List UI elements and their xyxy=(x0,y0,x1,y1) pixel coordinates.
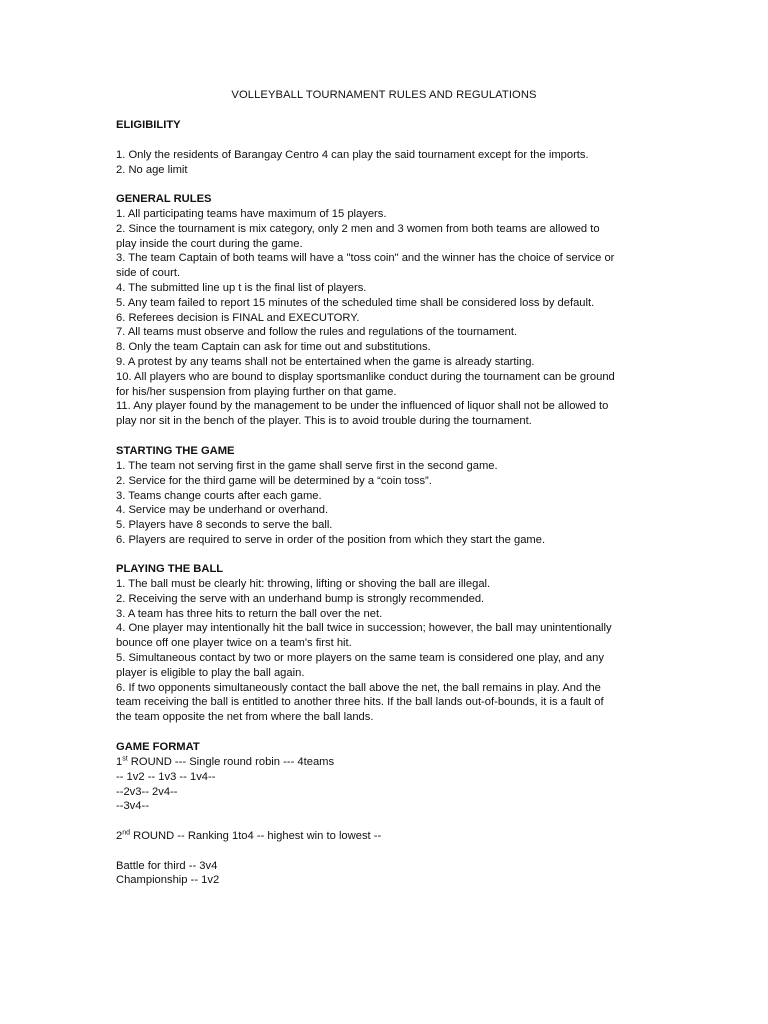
round-1-number: 1 xyxy=(116,756,123,768)
round-2-number: 2 xyxy=(116,829,123,842)
general-rules-list xyxy=(116,207,656,429)
playing-ball-list xyxy=(116,577,656,725)
playing-ball-line: 2. Receiving the serve with an underhand bump is strongly recommended. xyxy=(116,592,485,605)
starting-game-line: 3. Teams change courts after each game. xyxy=(116,489,322,502)
game-format-list xyxy=(116,755,656,888)
general-rule-line: 9. A protest by any teams shall not be entertained when the game is already starting. xyxy=(116,355,535,368)
round-1-match-line: -- 1v2 -- 1v3 -- 1v4-- xyxy=(116,770,216,783)
spacer xyxy=(116,814,656,829)
general-rule-line: for his/her suspension from playing further on that game. xyxy=(116,385,397,398)
round-1-match-line: --2v3-- 2v4-- xyxy=(116,785,178,798)
general-rule-line: 3. The team Captain of both teams will have a "toss coin" and the winner has the choice of service or xyxy=(116,252,615,265)
eligibility-list xyxy=(116,148,656,178)
general-rule-line: 4. The submitted line up t is the final list of players. xyxy=(116,281,367,294)
starting-game-line: 2. Service for the third game will be determined by a “coin toss”. xyxy=(116,474,432,487)
playing-ball-line: player is eligible to play the ball again. xyxy=(116,666,305,679)
starting-game-line: 1. The team not serving first in the game shall serve first in the second game. xyxy=(116,460,498,472)
starting-game-line: 6. Players are required to serve in order of the position from which they start the game. xyxy=(116,533,546,546)
section-heading-general-rules: GENERAL RULES xyxy=(116,193,212,205)
section-heading-game-format: GAME FORMAT xyxy=(116,741,200,753)
starting-game-line: 5. Players have 8 seconds to serve the ball. xyxy=(116,519,333,532)
round-2-line xyxy=(116,829,656,844)
section-heading-eligibility: ELIGIBILITY xyxy=(116,119,181,131)
playing-ball-line: 3. A team has three hits to return the ball over the net. xyxy=(116,607,383,620)
general-rule-line: 5. Any team failed to report 15 minutes of the scheduled time shall be considered loss by default. xyxy=(116,296,595,309)
playing-ball-line: the team opposite the net from where the ball lands. xyxy=(116,711,374,724)
playing-ball-line: team receiving the ball is entitled to another three hits. If the ball lands out-of-bounds, it is a fault of xyxy=(116,696,604,709)
round-2-text: ROUND -- Ranking 1to4 -- highest win to lowest -- xyxy=(130,829,382,842)
eligibility-line: 2. No age limit xyxy=(116,163,188,176)
playing-ball-line: 6. If two opponents simultaneously contact the ball above the net, the ball remains in play. And the xyxy=(116,681,601,694)
playing-ball-line: 5. Simultaneous contact by two or more players on the same team is considered one play, and any xyxy=(116,651,604,664)
general-rule-line: 11. Any player found by the management to be under the influenced of liquor shall not be allowed to xyxy=(116,400,609,413)
general-rule-line: play inside the court during the game. xyxy=(116,237,303,250)
section-heading-playing-ball: PLAYING THE BALL xyxy=(116,563,224,575)
round-1-match-line: --3v4-- xyxy=(116,800,149,813)
general-rule-line: 6. Referees decision is FINAL and EXECUTORY. xyxy=(116,311,360,324)
round-1-ordinal: st xyxy=(122,755,128,763)
battle-for-third-line: Battle for third -- 3v4 xyxy=(116,859,218,872)
championship-line: Championship -- 1v2 xyxy=(116,874,220,887)
starting-game-line: 4. Service may be underhand or overhand. xyxy=(116,504,329,517)
general-rule-line: side of court. xyxy=(116,267,181,280)
general-rule-line: 8. Only the team Captain can ask for time out and substitutions. xyxy=(116,341,431,354)
general-rule-line: 1. All participating teams have maximum of 15 players. xyxy=(116,208,387,220)
round-2-ordinal: nd xyxy=(122,829,131,837)
playing-ball-line: 4. One player may intentionally hit the ball twice in succession; however, the ball may unintentionally xyxy=(116,622,612,635)
playing-ball-line: bounce off one player twice on a team's first hit. xyxy=(116,637,352,650)
round-1-line xyxy=(116,755,656,770)
general-rule-line: 2. Since the tournament is mix category, only 2 men and 3 women from both teams are allowed to xyxy=(116,222,600,235)
spacer xyxy=(116,844,656,859)
general-rule-line: 10. All players who are bound to display sportsmanlike conduct during the tournament can be ground xyxy=(116,370,615,383)
round-1-text: ROUND --- Single round robin --- 4teams xyxy=(127,756,335,768)
document-title: VOLLEYBALL TOURNAMENT RULES AND REGULATIONS xyxy=(231,89,537,101)
playing-ball-line: 1. The ball must be clearly hit: throwing, lifting or shoving the ball are illegal. xyxy=(116,578,491,590)
starting-game-list xyxy=(116,459,656,548)
general-rule-line: 7. All teams must observe and follow the rules and regulations of the tournament. xyxy=(116,326,518,339)
general-rule-line: play nor sit in the bench of the player. This is to avoid trouble during the tournament. xyxy=(116,415,532,428)
section-heading-starting-game: STARTING THE GAME xyxy=(116,445,235,457)
eligibility-line: 1. Only the residents of Barangay Centro 4 can play the said tournament except for the imports. xyxy=(116,149,589,161)
